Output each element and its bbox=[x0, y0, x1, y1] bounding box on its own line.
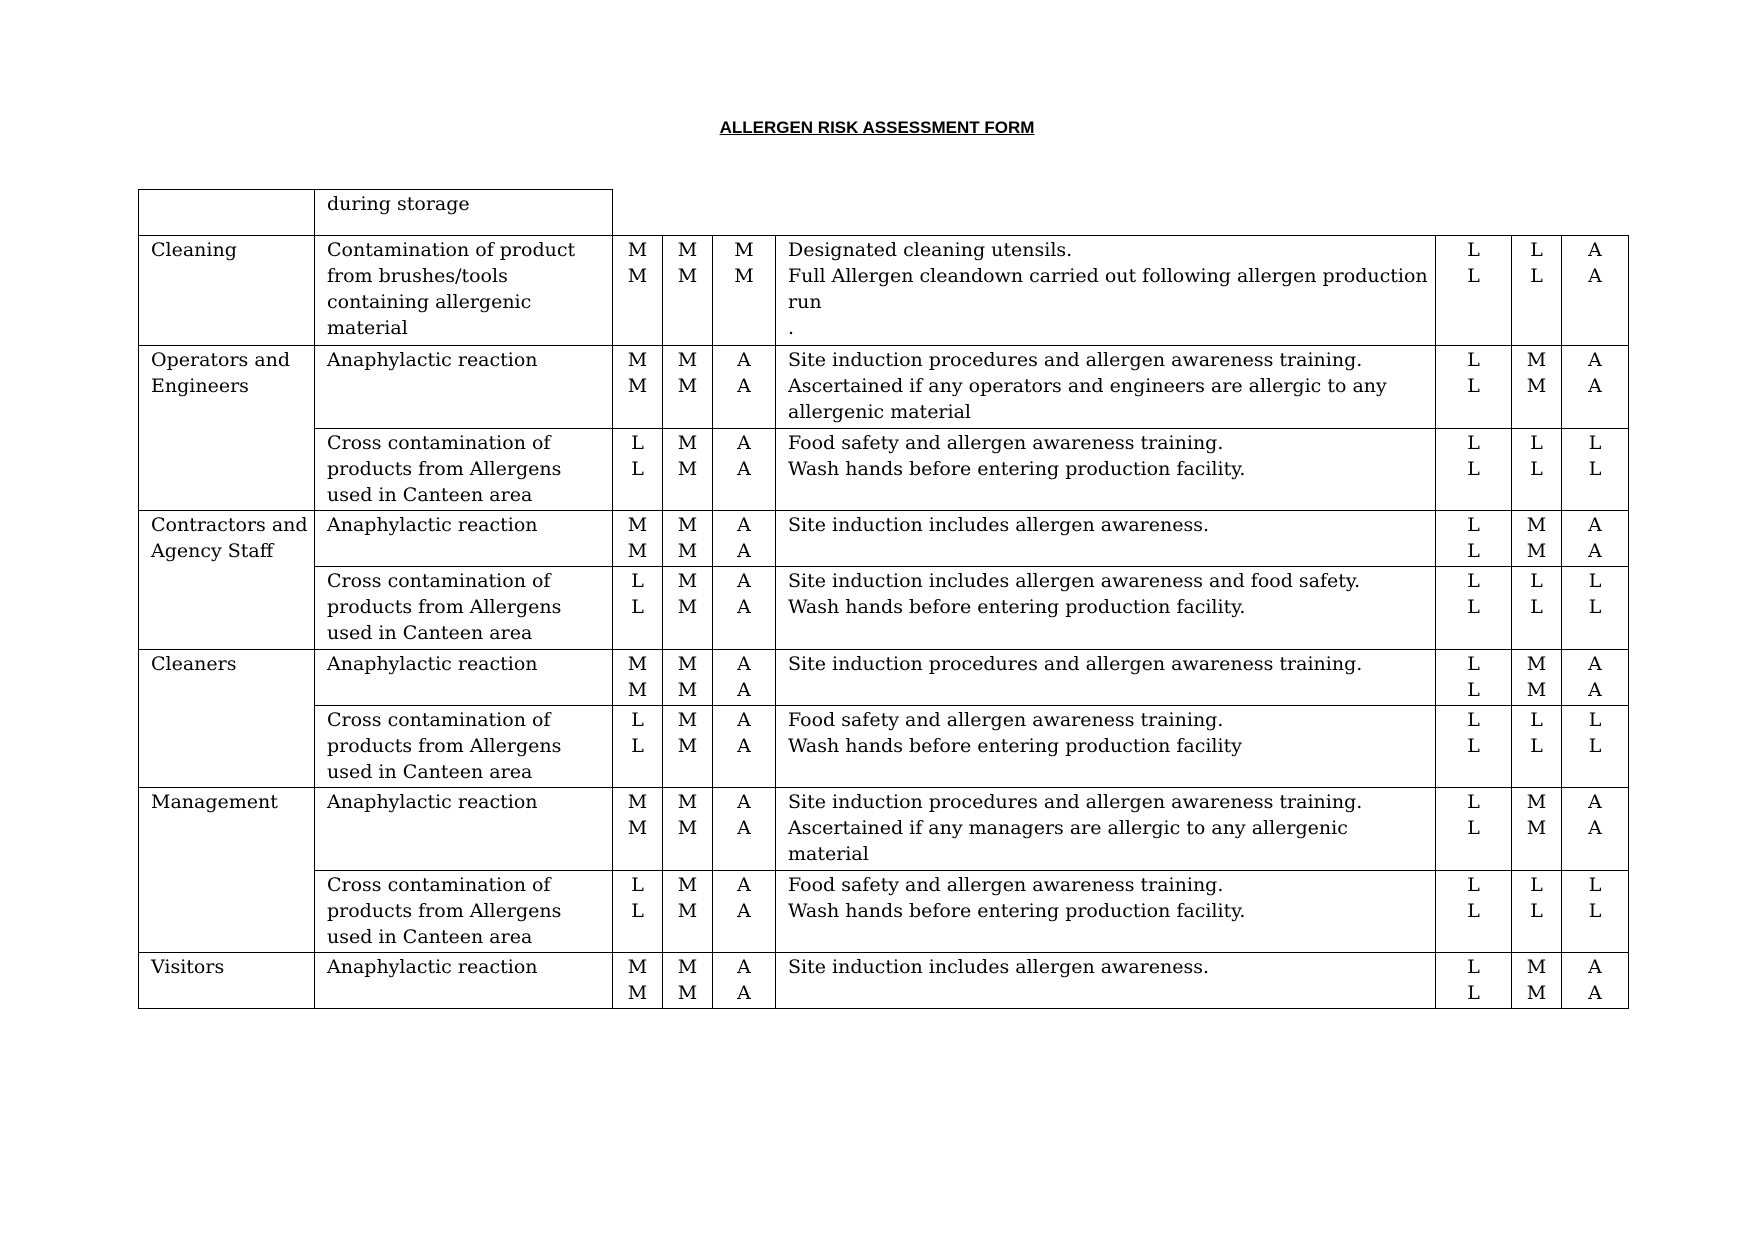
rating-value: M bbox=[734, 265, 754, 287]
rating-value: A bbox=[1588, 982, 1602, 1004]
rating-cell bbox=[1512, 511, 1562, 567]
rating-value: M bbox=[677, 791, 698, 813]
category-cell bbox=[139, 346, 315, 511]
control-measure: Wash hands before entering production facility. bbox=[788, 900, 1246, 922]
rating-cell bbox=[613, 706, 663, 788]
rating-cell bbox=[1562, 236, 1629, 346]
rating-value: M bbox=[677, 596, 698, 618]
controls-cell bbox=[776, 650, 1436, 706]
rating-value: L bbox=[1467, 570, 1480, 592]
category-cell bbox=[139, 236, 315, 346]
rating-value: M bbox=[627, 349, 648, 371]
rating-value: L bbox=[1530, 239, 1543, 261]
control-measure: Food safety and allergen awareness training. bbox=[788, 432, 1224, 454]
rating-value: M bbox=[1526, 540, 1547, 562]
control-measure: Site induction includes allergen awareness. bbox=[788, 514, 1210, 536]
rating-value: A bbox=[737, 349, 751, 371]
rating-value: A bbox=[737, 735, 751, 757]
rating-value: L bbox=[631, 432, 644, 454]
rating-value: L bbox=[1467, 791, 1480, 813]
control-measure: Wash hands before entering production facility bbox=[788, 735, 1242, 757]
rating-cell bbox=[713, 429, 776, 511]
rating-value: L bbox=[1530, 570, 1543, 592]
controls-cell bbox=[776, 871, 1436, 953]
rating-cell bbox=[1562, 953, 1629, 1009]
rating-value: L bbox=[1588, 596, 1602, 618]
control-measure: Ascertained if any operators and engineers are allergic to any allergenic material bbox=[788, 375, 1387, 423]
rating-value: L bbox=[1467, 900, 1480, 922]
control-measure: Ascertained if any managers are allergic to any allergenic material bbox=[788, 817, 1348, 865]
rating-cell bbox=[1436, 236, 1512, 346]
rating-cell bbox=[613, 236, 663, 346]
category-cell bbox=[139, 511, 315, 650]
rating-cell bbox=[1562, 706, 1629, 788]
rating-value: L bbox=[1530, 458, 1543, 480]
rating-value: A bbox=[1588, 791, 1602, 813]
table-row bbox=[139, 871, 1629, 953]
risk-assessment-table bbox=[138, 235, 1629, 1009]
rating-value: L bbox=[1588, 709, 1602, 731]
category-cell bbox=[139, 650, 315, 788]
rating-cell bbox=[1512, 788, 1562, 871]
rating-cell bbox=[613, 567, 663, 650]
control-measure: Designated cleaning utensils. bbox=[788, 239, 1073, 261]
rating-cell bbox=[713, 953, 776, 1009]
table-row bbox=[139, 953, 1629, 1009]
rating-cell bbox=[663, 953, 713, 1009]
rating-cell bbox=[1512, 429, 1562, 511]
category-label: Management bbox=[151, 791, 278, 813]
category-cell bbox=[139, 953, 315, 1009]
controls-cell bbox=[776, 953, 1436, 1009]
rating-cell bbox=[613, 788, 663, 871]
rating-value: M bbox=[677, 349, 698, 371]
rating-value: M bbox=[734, 239, 754, 261]
rating-value: M bbox=[677, 540, 698, 562]
rating-value: L bbox=[1467, 432, 1480, 454]
rating-value: M bbox=[1526, 956, 1547, 978]
rating-cell bbox=[1436, 871, 1512, 953]
hazard-cell: Cross contamination of products from Allergens used in Canteen area bbox=[315, 706, 613, 788]
rating-cell bbox=[1512, 236, 1562, 346]
rating-value: L bbox=[631, 709, 644, 731]
rating-value: L bbox=[1530, 265, 1543, 287]
controls-cell bbox=[776, 706, 1436, 788]
control-measure: . bbox=[788, 317, 795, 339]
rating-value: A bbox=[1588, 679, 1602, 701]
rating-value: A bbox=[1588, 375, 1602, 397]
rating-value: M bbox=[627, 982, 648, 1004]
rating-value: L bbox=[1588, 735, 1602, 757]
rating-value: M bbox=[1526, 817, 1547, 839]
rating-cell bbox=[663, 788, 713, 871]
rating-cell bbox=[1512, 706, 1562, 788]
controls-cell bbox=[776, 236, 1436, 346]
rating-value: M bbox=[1526, 349, 1547, 371]
table-row bbox=[139, 346, 1629, 429]
controls-cell bbox=[776, 511, 1436, 567]
rating-cell bbox=[1436, 650, 1512, 706]
rating-cell bbox=[663, 871, 713, 953]
hazard-cell: Anaphylactic reaction bbox=[315, 511, 613, 567]
rating-value: M bbox=[677, 570, 698, 592]
rating-cell bbox=[663, 567, 713, 650]
control-measure: Food safety and allergen awareness training. bbox=[788, 874, 1224, 896]
rating-value: L bbox=[1467, 709, 1480, 731]
rating-value: M bbox=[627, 791, 648, 813]
rating-value: L bbox=[1530, 432, 1543, 454]
rating-value: L bbox=[1530, 874, 1543, 896]
rating-cell bbox=[1436, 429, 1512, 511]
rating-cell bbox=[613, 511, 663, 567]
rating-value: M bbox=[677, 375, 698, 397]
rating-cell bbox=[1562, 511, 1629, 567]
hazard-cell: Cross contamination of products from Allergens used in Canteen area bbox=[315, 871, 613, 953]
rating-value: M bbox=[627, 956, 648, 978]
rating-value: A bbox=[1588, 349, 1602, 371]
rating-value: M bbox=[627, 679, 648, 701]
rating-cell bbox=[1562, 346, 1629, 429]
hazard-cell: Contamination of product from brushes/tools containing allergenic material bbox=[315, 236, 613, 346]
rating-value: M bbox=[677, 458, 698, 480]
rating-value: M bbox=[677, 709, 698, 731]
rating-cell bbox=[1512, 871, 1562, 953]
hazard-cell: Anaphylactic reaction bbox=[315, 650, 613, 706]
carryover-row bbox=[139, 190, 613, 236]
rating-value: L bbox=[1467, 265, 1480, 287]
rating-value: L bbox=[1588, 432, 1602, 454]
rating-value: M bbox=[677, 514, 698, 536]
hazard-cell: Anaphylactic reaction bbox=[315, 788, 613, 871]
controls-cell bbox=[776, 429, 1436, 511]
rating-value: L bbox=[1467, 982, 1480, 1004]
rating-value: M bbox=[677, 265, 698, 287]
rating-value: A bbox=[737, 653, 751, 675]
rating-value: L bbox=[1588, 874, 1602, 896]
rating-cell bbox=[713, 511, 776, 567]
rating-cell bbox=[663, 650, 713, 706]
rating-value: M bbox=[627, 375, 648, 397]
rating-cell bbox=[713, 650, 776, 706]
rating-value: A bbox=[737, 375, 751, 397]
rating-cell bbox=[1512, 953, 1562, 1009]
controls-cell bbox=[776, 788, 1436, 871]
category-label: Visitors bbox=[151, 956, 225, 978]
rating-value: A bbox=[1588, 653, 1602, 675]
rating-value: A bbox=[737, 817, 751, 839]
control-measure: Site induction includes allergen awareness. bbox=[788, 956, 1210, 978]
rating-value: A bbox=[737, 570, 751, 592]
rating-cell bbox=[663, 236, 713, 346]
rating-value: A bbox=[737, 514, 751, 536]
rating-value: L bbox=[631, 458, 644, 480]
table-row bbox=[139, 788, 1629, 871]
rating-cell bbox=[1436, 511, 1512, 567]
rating-cell bbox=[1512, 346, 1562, 429]
rating-cell bbox=[1436, 567, 1512, 650]
rating-value: M bbox=[677, 817, 698, 839]
category-label: Contractors and Agency Staff bbox=[151, 514, 308, 562]
control-measure: Site induction procedures and allergen awareness training. bbox=[788, 653, 1363, 675]
carryover-table bbox=[138, 189, 613, 236]
carryover-hazard-cell: during storage bbox=[315, 190, 613, 236]
rating-value: L bbox=[1530, 735, 1543, 757]
rating-cell bbox=[1436, 788, 1512, 871]
rating-value: L bbox=[1467, 956, 1480, 978]
rating-value: M bbox=[677, 239, 698, 261]
rating-cell bbox=[1562, 871, 1629, 953]
rating-cell bbox=[1436, 346, 1512, 429]
rating-cell bbox=[613, 429, 663, 511]
rating-value: A bbox=[737, 458, 751, 480]
rating-value: M bbox=[627, 239, 648, 261]
rating-value: A bbox=[1588, 514, 1602, 536]
rating-value: L bbox=[1588, 900, 1602, 922]
category-label: Cleaning bbox=[151, 239, 237, 261]
rating-value: A bbox=[1588, 239, 1602, 261]
rating-value: M bbox=[677, 432, 698, 454]
rating-value: L bbox=[1467, 596, 1480, 618]
rating-value: A bbox=[737, 791, 751, 813]
rating-value: M bbox=[627, 653, 648, 675]
rating-value: L bbox=[1467, 514, 1480, 536]
rating-value: A bbox=[1588, 265, 1602, 287]
rating-cell bbox=[1562, 788, 1629, 871]
carryover-category-cell bbox=[139, 190, 315, 236]
hazard-cell: Cross contamination of products from Allergens used in Canteen area bbox=[315, 429, 613, 511]
rating-cell bbox=[663, 511, 713, 567]
control-measure: Wash hands before entering production facility. bbox=[788, 458, 1246, 480]
control-measure: Food safety and allergen awareness training. bbox=[788, 709, 1224, 731]
rating-value: M bbox=[1526, 982, 1547, 1004]
hazard-cell: Cross contamination of products from Allergens used in Canteen area bbox=[315, 567, 613, 650]
category-label: Cleaners bbox=[151, 653, 237, 675]
rating-value: L bbox=[631, 900, 644, 922]
rating-value: M bbox=[627, 540, 648, 562]
table-row bbox=[139, 706, 1629, 788]
rating-value: L bbox=[1467, 239, 1480, 261]
rating-value: A bbox=[737, 540, 751, 562]
rating-value: A bbox=[737, 679, 751, 701]
rating-value: A bbox=[1588, 956, 1602, 978]
control-measure: Wash hands before entering production facility. bbox=[788, 596, 1246, 618]
rating-value: L bbox=[1467, 375, 1480, 397]
rating-value: L bbox=[1467, 874, 1480, 896]
control-measure: Site induction includes allergen awareness and food safety. bbox=[788, 570, 1361, 592]
rating-value: M bbox=[1526, 375, 1547, 397]
rating-cell bbox=[613, 953, 663, 1009]
rating-value: L bbox=[631, 735, 644, 757]
rating-value: A bbox=[737, 982, 751, 1004]
hazard-cell: Anaphylactic reaction bbox=[315, 346, 613, 429]
rating-value: A bbox=[737, 709, 751, 731]
table-row bbox=[139, 650, 1629, 706]
rating-value: M bbox=[627, 817, 648, 839]
rating-value: L bbox=[1467, 653, 1480, 675]
rating-value: M bbox=[677, 956, 698, 978]
rating-value: M bbox=[677, 982, 698, 1004]
rating-cell bbox=[713, 871, 776, 953]
rating-value: L bbox=[1467, 817, 1480, 839]
rating-value: L bbox=[1530, 596, 1543, 618]
rating-value: A bbox=[737, 874, 751, 896]
rating-cell bbox=[663, 429, 713, 511]
rating-cell bbox=[1562, 650, 1629, 706]
rating-cell bbox=[1436, 706, 1512, 788]
rating-cell bbox=[1512, 567, 1562, 650]
rating-value: A bbox=[737, 432, 751, 454]
rating-value: L bbox=[631, 874, 644, 896]
control-measure: Site induction procedures and allergen awareness training. bbox=[788, 349, 1363, 371]
control-measure: Site induction procedures and allergen awareness training. bbox=[788, 791, 1363, 813]
rating-value: L bbox=[1530, 900, 1543, 922]
rating-cell bbox=[713, 567, 776, 650]
rating-value: L bbox=[1467, 679, 1480, 701]
rating-cell bbox=[1562, 567, 1629, 650]
rating-cell bbox=[613, 871, 663, 953]
rating-value: L bbox=[1530, 709, 1543, 731]
control-measure: Full Allergen cleandown carried out following allergen production run bbox=[788, 265, 1428, 313]
rating-value: L bbox=[1588, 570, 1602, 592]
rating-cell bbox=[713, 346, 776, 429]
rating-value: M bbox=[1526, 514, 1547, 536]
rating-cell bbox=[1436, 953, 1512, 1009]
page-title: ALLERGEN RISK ASSESSMENT FORM bbox=[719, 118, 1035, 137]
rating-value: L bbox=[1588, 458, 1602, 480]
rating-value: M bbox=[627, 265, 648, 287]
controls-cell bbox=[776, 346, 1436, 429]
controls-cell bbox=[776, 567, 1436, 650]
rating-value: L bbox=[631, 596, 644, 618]
rating-value: M bbox=[1526, 679, 1547, 701]
hazard-cell: Anaphylactic reaction bbox=[315, 953, 613, 1009]
rating-cell bbox=[1512, 650, 1562, 706]
rating-value: L bbox=[631, 570, 644, 592]
rating-value: L bbox=[1467, 735, 1480, 757]
rating-value: M bbox=[677, 874, 698, 896]
rating-value: A bbox=[1588, 817, 1602, 839]
rating-value: A bbox=[737, 596, 751, 618]
rating-value: M bbox=[1526, 791, 1547, 813]
rating-value: M bbox=[677, 900, 698, 922]
rating-value: L bbox=[1467, 349, 1480, 371]
table-row bbox=[139, 511, 1629, 567]
rating-cell bbox=[613, 346, 663, 429]
rating-value: M bbox=[1526, 653, 1547, 675]
category-cell bbox=[139, 788, 315, 953]
rating-value: A bbox=[737, 956, 751, 978]
rating-value: A bbox=[737, 900, 751, 922]
rating-value: M bbox=[677, 679, 698, 701]
table-row bbox=[139, 429, 1629, 511]
rating-cell bbox=[613, 650, 663, 706]
rating-value: L bbox=[1467, 540, 1480, 562]
rating-cell bbox=[663, 706, 713, 788]
table-row bbox=[139, 567, 1629, 650]
rating-cell bbox=[1562, 429, 1629, 511]
rating-value: M bbox=[677, 735, 698, 757]
table-row bbox=[139, 236, 1629, 346]
rating-cell bbox=[713, 788, 776, 871]
rating-cell bbox=[713, 236, 776, 346]
rating-value: A bbox=[1588, 540, 1602, 562]
category-label: Operators and Engineers bbox=[151, 349, 291, 397]
rating-value: M bbox=[677, 653, 698, 675]
rating-value: L bbox=[1467, 458, 1480, 480]
rating-value: M bbox=[627, 514, 648, 536]
rating-cell bbox=[713, 706, 776, 788]
rating-cell bbox=[663, 346, 713, 429]
